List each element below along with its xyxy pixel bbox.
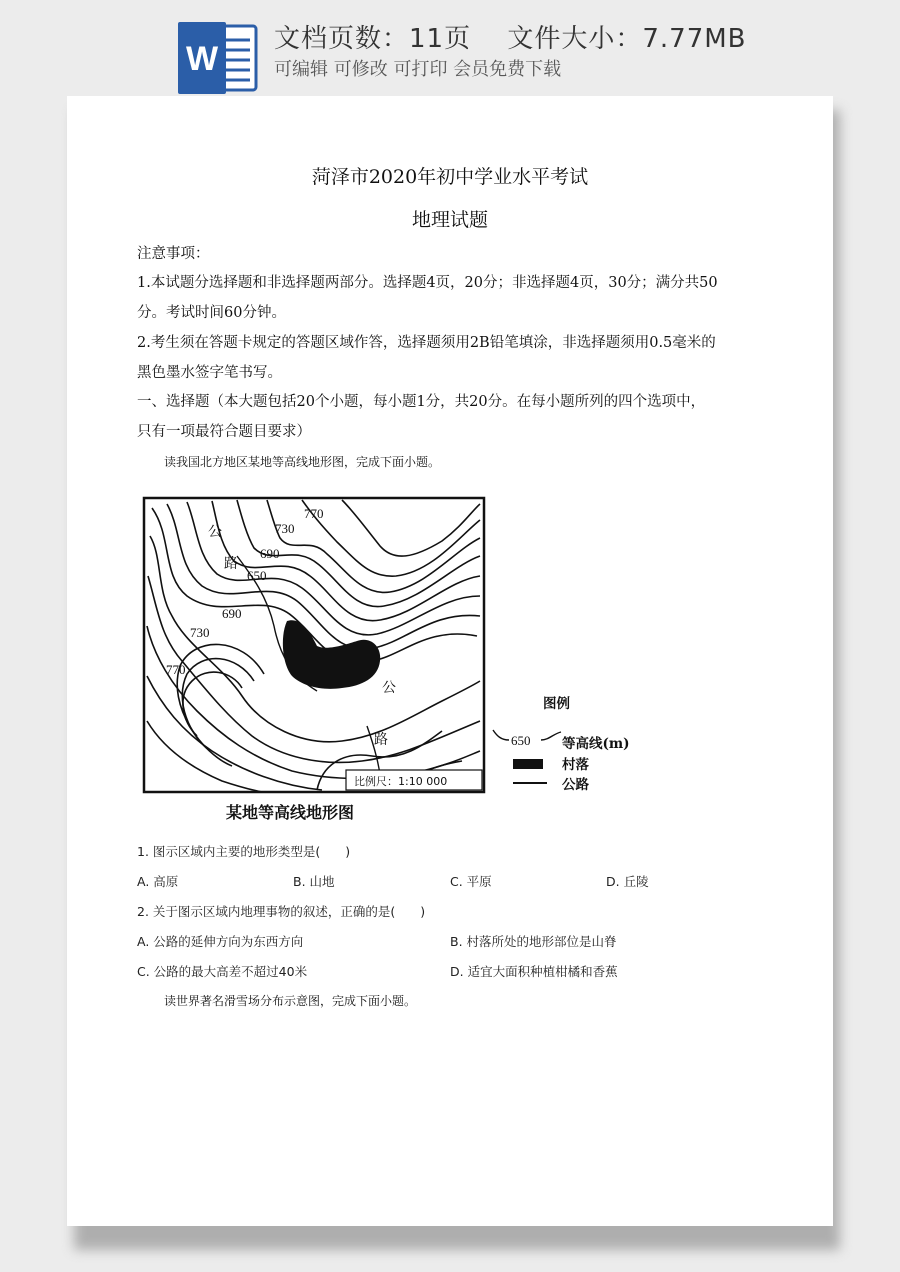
legend-road-swatch	[513, 782, 547, 784]
notice-line: 分。考试时间60分钟。	[137, 305, 286, 321]
question-option: B. 山地	[293, 874, 335, 889]
word-document-icon	[178, 22, 258, 94]
legend-title: 图例	[543, 696, 570, 712]
section-heading: 一、选择题（本大题包括20个小题，每小题1分，共20分。在每小题所列的四个选项中，	[137, 394, 706, 410]
question-intro: 读我国北方地区某地等高线地形图，完成下面小题。	[164, 455, 441, 469]
question-intro: 读世界著名滑雪场分布示意图，完成下面小题。	[164, 994, 417, 1008]
contour-label-730-top: 730	[275, 521, 295, 536]
legend-road-label: 公路	[562, 777, 589, 793]
section-heading: 只有一项最符合题目要求）	[137, 424, 311, 440]
map-caption: 某地等高线地形图	[226, 803, 355, 822]
notice-line: 2.考生须在答题卡规定的答题区域作答，选择题须用2B铅笔填涂，非选择题须用0.5毫米的	[137, 335, 716, 351]
exam-subtitle: 地理试题	[411, 209, 488, 231]
contour-label-690-left: 690	[222, 606, 242, 621]
contour-label-650: 650	[247, 568, 267, 583]
contour-label-730-left: 730	[190, 625, 210, 640]
notice-line: 黑色墨水签字笔书写。	[137, 365, 282, 381]
map-scale: 比例尺：1:10 000	[354, 775, 448, 788]
notice-line: 1.本试题分选择题和非选择题两部分。选择题4页，20分；非选择题4页，30分；满分共50	[137, 275, 718, 291]
question-option: A. 公路的延伸方向为东西方向	[137, 934, 304, 949]
legend-contour-label: 等高线(m)	[562, 736, 630, 752]
road-label-char: 路	[374, 732, 388, 748]
question-option: C. 公路的最大高差不超过40米	[137, 964, 308, 979]
legend-village-swatch	[513, 759, 543, 769]
download-banner	[0, 0, 900, 96]
notice-heading: 注意事项：	[137, 246, 210, 262]
question-stem: 2. 关于图示区域内地理事物的叙述，正确的是( )	[137, 904, 426, 919]
question-option: D. 适宜大面积种植柑橘和香蕉	[450, 964, 618, 979]
question-option: B. 村落所处的地形部位是山脊	[450, 934, 617, 949]
question-stem: 1. 图示区域内主要的地形类型是( )	[137, 844, 351, 859]
legend-village-label: 村落	[562, 757, 589, 773]
question-option: D. 丘陵	[606, 874, 649, 889]
document-features: 可编辑 可修改 可打印 会员免费下载	[274, 59, 562, 80]
question-option: C. 平原	[450, 874, 492, 889]
contour-label-770-top: 770	[304, 506, 324, 521]
road-label-char: 公	[382, 680, 396, 696]
contour-label-690-top: 690	[260, 546, 280, 561]
legend-contour-sample	[491, 724, 563, 750]
contour-map	[142, 496, 487, 796]
exam-title: 菏泽市2020年初中学业水平考试	[311, 166, 589, 188]
word-icon-letter: W	[185, 40, 219, 78]
contour-label-770-left: 770	[166, 662, 186, 677]
legend-sample-value: 650	[511, 733, 531, 748]
document-stats: 文档页数：11页 文件大小：7.77MB	[274, 24, 747, 54]
document-page	[67, 96, 833, 1226]
road-label-char: 公	[208, 524, 222, 540]
road-label-char: 路	[224, 556, 238, 572]
question-option: A. 高原	[137, 874, 179, 889]
